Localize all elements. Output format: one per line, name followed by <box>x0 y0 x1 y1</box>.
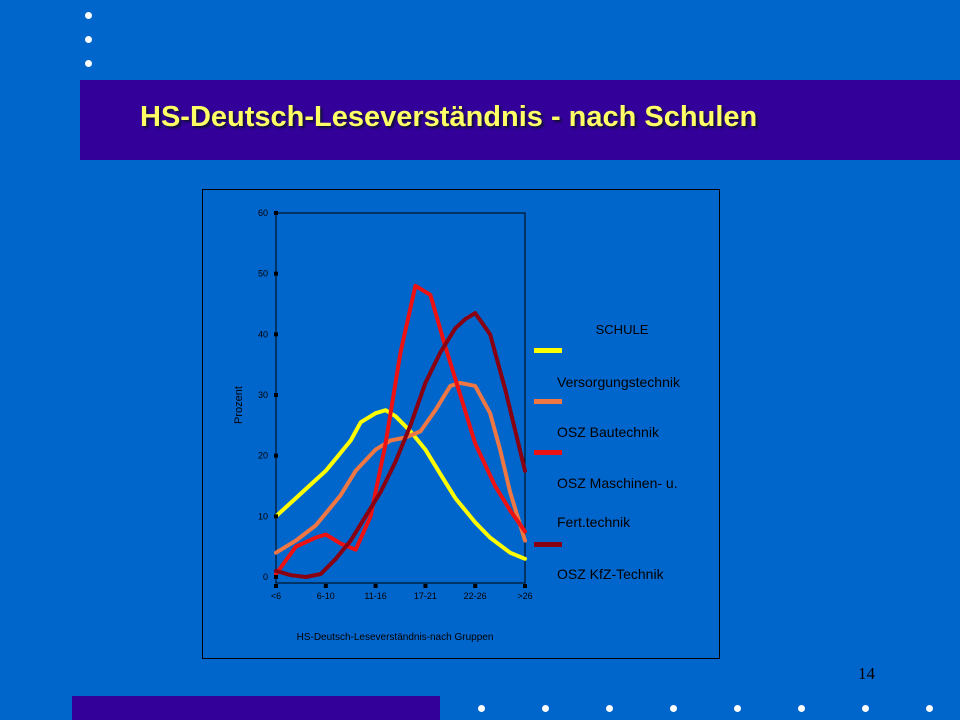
series-line-1 <box>276 410 525 559</box>
decor-dot-bottom-8 <box>926 705 933 712</box>
decor-dot-bottom-2 <box>542 705 549 712</box>
x-tick-mark <box>473 584 477 588</box>
y-tick-mark <box>274 211 278 215</box>
legend-label-5: OSZ KfZ-Technik <box>557 566 664 582</box>
x-tick-label: <6 <box>270 591 282 601</box>
x-tick-mark <box>423 584 427 588</box>
x-tick-label: >26 <box>517 591 533 601</box>
bottom-bar <box>72 696 440 720</box>
y-tick-label: 50 <box>257 268 268 279</box>
decor-dot-bottom-5 <box>734 705 741 712</box>
y-axis-label: Prozent <box>233 386 245 424</box>
legend-swatch-4 <box>534 542 562 547</box>
y-tick-label: 60 <box>257 208 268 218</box>
x-tick-label: 17-21 <box>413 591 437 601</box>
legend-swatch-1 <box>534 348 562 353</box>
y-tick-label: 30 <box>257 390 268 400</box>
x-axis-label: HS-Deutsch-Leseverständnis-nach Gruppen <box>296 632 494 643</box>
axis-layer <box>258 208 533 601</box>
x-tick-mark <box>374 584 378 588</box>
legend-label-2: OSZ Bautechnik <box>557 424 659 440</box>
y-tick-mark <box>274 575 278 579</box>
slide-title: HS-Deutsch-Leseverständnis - nach Schulen <box>140 101 758 133</box>
x-tick-mark <box>274 584 278 588</box>
decor-dot-bottom-7 <box>862 705 869 712</box>
y-tick-mark <box>274 514 278 518</box>
page-number: 14 <box>858 664 875 683</box>
legend <box>534 322 681 582</box>
legend-label-3: OSZ Maschinen- u. <box>557 475 678 491</box>
legend-label-4: Fert.technik <box>557 514 631 530</box>
y-tick-label: 10 <box>257 511 268 522</box>
y-tick-mark <box>274 272 278 276</box>
decor-dot-bottom-3 <box>606 705 613 712</box>
legend-label-1: Versorgungstechnik <box>557 374 680 390</box>
legend-swatch-3 <box>534 450 562 455</box>
y-tick-mark <box>274 332 278 336</box>
y-tick-label: 0 <box>262 572 268 582</box>
decor-dot-bottom-4 <box>670 705 677 712</box>
legend-title: SCHULE <box>595 322 649 337</box>
x-tick-mark <box>523 584 527 588</box>
legend-swatch-2 <box>534 399 562 404</box>
series-layer <box>276 286 525 577</box>
y-tick-mark <box>274 454 278 458</box>
decor-dot-bottom-1 <box>478 705 485 712</box>
x-tick-mark <box>324 584 328 588</box>
x-tick-label: 11-16 <box>364 591 387 601</box>
decor-dot-bottom-6 <box>798 705 805 712</box>
y-tick-mark <box>274 393 278 397</box>
x-tick-label: 22-26 <box>463 591 487 601</box>
y-tick-label: 40 <box>257 329 268 340</box>
x-tick-label: 6-10 <box>316 591 335 601</box>
y-tick-label: 20 <box>257 450 268 461</box>
